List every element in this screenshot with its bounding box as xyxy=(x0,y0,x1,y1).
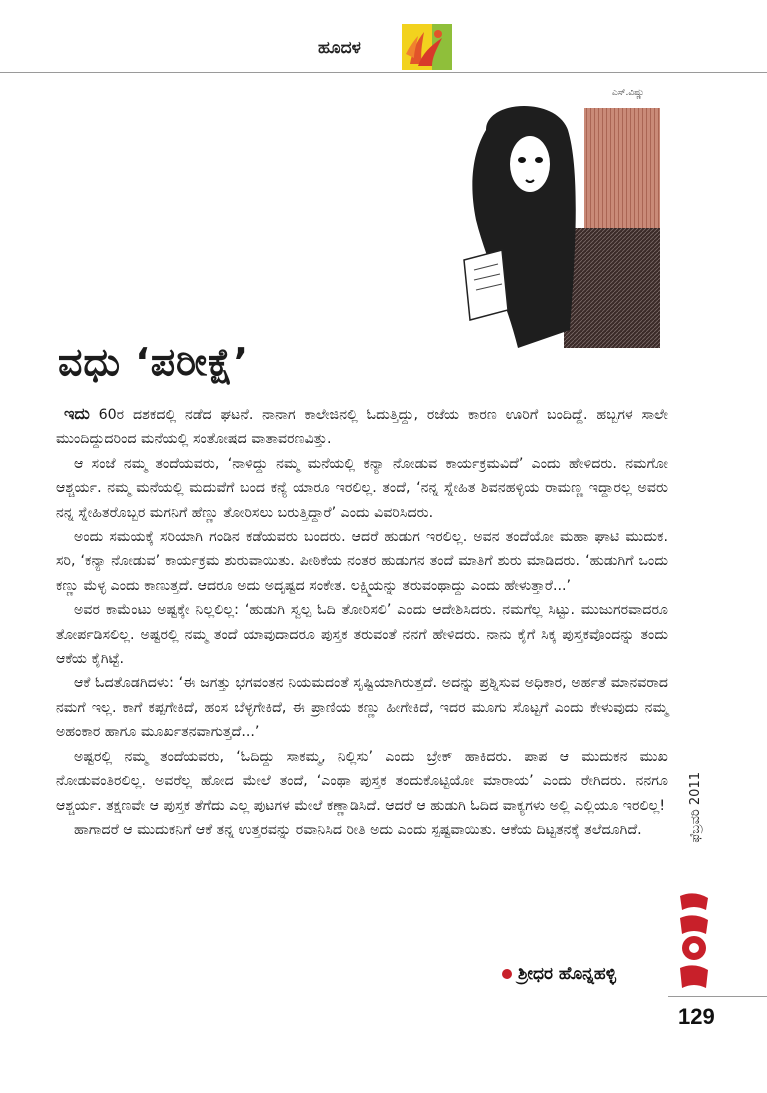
article-body xyxy=(56,402,668,842)
illustration-credit: ಎಸ್.ವಿಷ್ಣು xyxy=(612,88,645,98)
lead-word: ಇದು xyxy=(64,404,90,423)
article-paragraph: ಅಂದು ಸಮಯಕ್ಕೆ ಸರಿಯಾಗಿ ಗಂಡಿನ ಕಡೆಯವರು ಬಂದರು. ಆದರೆ ಹುಡುಗ ಇರಲಿಲ್ಲ. ಅವನ ತಂದೆಯೋ ಮಹಾ ಘಾಟಿ ಮುದುಕ. ಸರಿ, ‘ಕನ್ಯಾ ನೋಡುವ’ ಕಾರ್ಯಕ್ರಮ ಶುರುವಾಯಿತು. ಪೀಠಿಕೆಯ ನಂತರ ಹುಡುಗನ ತಂದೆ ಮಾತಿಗೆ ಶುರು ಮಾಡಿದರು. ‘ಹುಡುಗಿಗೆ ಒಂದು ಕಣ್ಣು ಮೆಳ್ಳ ಎಂದು ಕಾಣುತ್ತದೆ. ಆದರೂ ಅದು ಅದೃಷ್ಟದ ಸಂಕೇತ. ಲಕ್ಷ್ಮಿಯನ್ನು ತರುವಂಥಾದ್ದು ಎಂದು ಹೇಳುತ್ತಾರೆ...’ xyxy=(56,529,668,594)
paragraph-text: 60ರ ದಶಕದಲ್ಲಿ ನಡೆದ ಘಟನೆ. ನಾನಾಗ ಕಾಲೇಜಿನಲ್ಲಿ ಓದುತ್ತಿದ್ದು, ರಜೆಯ ಕಾರಣ ಊರಿಗೆ ಬಂದಿದ್ದೆ. ಹಬ್ಬಗಳ ಸಾಲೇ ಮುಂದಿದ್ದುದರಿಂದ ಮನೆಯಲ್ಲಿ ಸಂತೋಷದ ವಾತಾವರಣವಿತ್ತು. xyxy=(56,407,668,448)
mayura-masthead-logo-icon xyxy=(672,888,716,998)
article-paragraph: ಆ ಸಂಜೆ ನಮ್ಮ ತಂದೆಯವರು, ‘ನಾಳಿದ್ದು ನಮ್ಮ ಮನೆಯಲ್ಲಿ ಕನ್ಯಾ ನೋಡುವ ಕಾರ್ಯಕ್ರಮವಿದೆ’ ಎಂದು ಹೇಳಿದರು. ನಮಗೋ ಆಶ್ಚರ್ಯ. ನಮ್ಮ ಮನೆಯಲ್ಲಿ ಮದುವೆಗೆ ಬಂದ ಕನ್ಯೆ ಯಾರೂ ಇರಲಿಲ್ಲ. ತಂದೆ, ‘ನನ್ನ ಸ್ನೇಹಿತ ಶಿವನಹಳ್ಳಿಯ ರಾಮಣ್ಣ ಇದ್ದಾರಲ್ಲ ಅವರು ನನ್ನ ಸ್ನೇಹಿತರೊಬ್ಬರ ಮಗನಿಗೆ ಹೆಣ್ಣು ತೋರಿಸಲು ಬರುತ್ತಿದ್ದಾರೆ’ ಎಂದು ವಿವರಿಸಿದರು. xyxy=(56,455,668,521)
issue-date: ಫೆಬ್ರವರಿ 2011 xyxy=(688,772,703,843)
bullet-dot-icon xyxy=(502,969,512,979)
article-paragraph: ಅಷ್ಟರಲ್ಲಿ ನಮ್ಮ ತಂದೆಯವರು, ‘ಓದಿದ್ದು ಸಾಕಮ್ಮ, ನಿಲ್ಲಿಸು’ ಎಂದು ಬ್ರೇಕ್ ಹಾಕಿದರು. ಪಾಪ ಆ ಮುದುಕನ ಮುಖ ನೋಡುವಂತಿರಲಿಲ್ಲ. ಅವರೆಲ್ಲ ಹೋದ ಮೇಲೆ ತಂದೆ, ‘ಎಂಥಾ ಪುಸ್ತಕ ತಂದುಕೊಟ್ಟಿಯೋ ಮಾರಾಯ’ ಎಂದು ರೇಗಿದರು. ನನಗೂ ಆಶ್ಚರ್ಯ. ತಕ್ಷಣವೇ ಆ ಪುಸ್ತಕ ತೆಗೆದು ಎಲ್ಲ ಪುಟಗಳ ಮೇಲೆ ಕಣ್ಣಾಡಿಸಿದೆ. ಆದರೆ ಆ ಹುಡುಗಿ ಓದಿದ ವಾಕ್ಯಗಳು ಅಲ್ಲಿ ಎಲ್ಲಿಯೂ ಇರಲಿಲ್ಲ! xyxy=(56,748,668,814)
article-paragraph: ಅವರ ಕಾಮೆಂಟು ಅಷ್ಟಕ್ಕೇ ನಿಲ್ಲಲಿಲ್ಲ: ‘ಹುಡುಗಿ ಸ್ವಲ್ಪ ಓದಿ ತೋರಿಸಲಿ’ ಎಂದು ಆದೇಶಿಸಿದರು. ನಮಗೆಲ್ಲ ಸಿಟ್ಟು. ಮುಜುಗರವಾದರೂ ತೋರ್ಪಡಿಸಲಿಲ್ಲ. ಅಷ್ಟರಲ್ಲಿ ನಮ್ಮ ತಂದೆ ಯಾವುದಾದರೂ ಪುಸ್ತಕ ತರುವಂತೆ ನನಗೆ ಹೇಳಿದರು. ನಾನು ಕೈಗೆ ಸಿಕ್ಕ ಪುಸ್ತಕವೊಂದನ್ನು ತಂದು ಆಕೆಯ ಕೈಗಿಟ್ಟೆ. xyxy=(56,602,668,668)
article-paragraph xyxy=(56,402,668,452)
article-headline: ವಧು ‘ಪರೀಕ್ಷೆ’ xyxy=(58,340,250,384)
author-byline xyxy=(502,964,616,984)
article-paragraph: ಆಕೆ ಓದತೊಡಗಿದಳು: ‘ಈ ಜಗತ್ತು ಭಗವಂತನ ನಿಯಮದಂತೆ ಸೃಷ್ಟಿಯಾಗಿರುತ್ತದೆ. ಅದನ್ನು ಪ್ರಶ್ನಿಸುವ ಅಧಿಕಾರ, ಅರ್ಹತೆ ಮಾನವರಾದ ನಮಗೆ ಇಲ್ಲ. ಕಾಗೆ ಕಪ್ಪಗೇಕಿದೆ, ಹಂಸ ಬೆಳ್ಳಗೇಕಿದೆ, ಈ ಪ್ರಾಣಿಯ ಕಣ್ಣು ಹೀಗೇಕಿದೆ, ಇದರ ಮೂಗು ಸೊಟ್ಟಗೆ ಎಂದು ಕೇಳುವುದು ನಮ್ಮ ಅಹಂಕಾರ ಹಾಗೂ ಮೂರ್ಖತನವಾಗುತ್ತದೆ...’ xyxy=(56,675,668,741)
woman-reading-illustration-icon xyxy=(446,100,662,350)
header-divider xyxy=(0,72,767,73)
section-label: ಹೂದಳ xyxy=(318,38,361,58)
footer-divider xyxy=(668,996,767,997)
flower-logo-icon xyxy=(402,24,452,70)
article-paragraph: ಹಾಗಾದರೆ ಆ ಮುದುಕನಿಗೆ ಆಕೆ ತನ್ನ ಉತ್ತರವನ್ನು ರವಾನಿಸಿದ ರೀತಿ ಅದು ಎಂದು ಸ್ಪಷ್ಟವಾಯಿತು. ಆಕೆಯ ದಿಟ್ಟತನಕ್ಕೆ ತಲೆದೂಗಿದೆ. xyxy=(74,821,642,838)
page-number: 129 xyxy=(678,1004,715,1029)
author-name: ಶ್ರೀಧರ ಹೊನ್ನಹಳ್ಳಿ xyxy=(518,964,617,984)
